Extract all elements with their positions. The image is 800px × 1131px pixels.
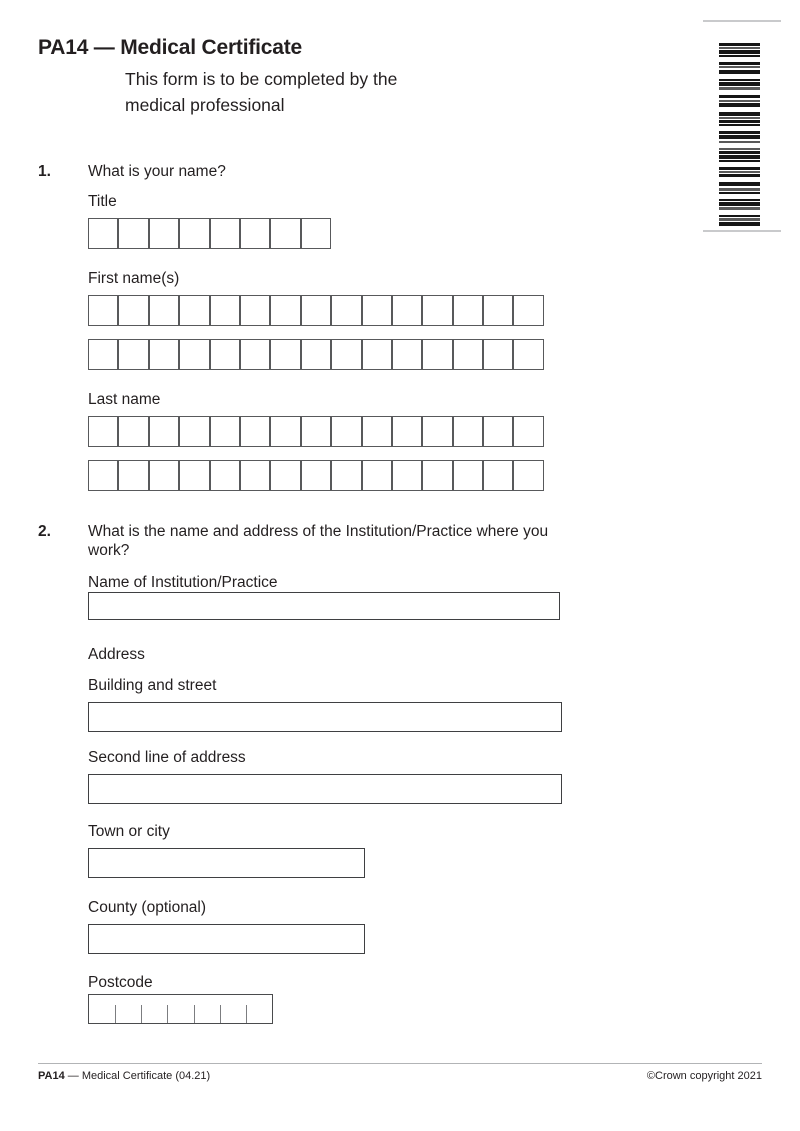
char-cell <box>118 416 148 447</box>
question-2-number: 2. <box>38 523 51 540</box>
char-cell <box>210 460 240 491</box>
char-cell <box>118 460 148 491</box>
char-cell <box>210 416 240 447</box>
char-cell <box>392 416 422 447</box>
footer <box>38 1069 762 1083</box>
first-name-charbox-row-2[interactable] <box>88 339 658 370</box>
title-charbox-row[interactable] <box>88 218 658 249</box>
address-heading: Address <box>88 646 145 663</box>
question-2-text: What is the name and address of the Institution/Practice where you work? <box>88 523 549 559</box>
crop-mark-top <box>703 20 781 22</box>
char-cell <box>149 416 179 447</box>
crop-mark-bottom <box>703 230 781 232</box>
char-cell <box>270 460 300 491</box>
footer-form-name: — Medical Certificate (04.21) <box>64 1070 211 1082</box>
char-cell <box>149 218 179 249</box>
footer-form-code: PA14 <box>38 1070 65 1082</box>
second-line-label: Second line of address <box>88 749 246 766</box>
form-header <box>38 36 538 118</box>
char-cell <box>270 295 300 326</box>
char-cell <box>149 295 179 326</box>
char-cell <box>179 218 209 249</box>
char-cell <box>179 339 209 370</box>
char-cell <box>149 460 179 491</box>
footer-copyright: ©Crown copyright 2021 <box>646 1070 762 1082</box>
postcode-tick <box>167 1005 168 1023</box>
char-cell <box>210 339 240 370</box>
char-cell <box>392 339 422 370</box>
char-cell <box>301 460 331 491</box>
char-cell <box>422 416 452 447</box>
char-cell <box>362 339 392 370</box>
question-1-text: What is your name? <box>88 163 226 180</box>
town-city-input[interactable] <box>88 848 365 878</box>
char-cell <box>513 339 543 370</box>
char-cell <box>210 218 240 249</box>
char-cell <box>240 295 270 326</box>
footer-form-id <box>38 1069 210 1083</box>
question-1-number: 1. <box>38 163 51 180</box>
char-cell <box>331 460 361 491</box>
postcode-tick <box>246 1005 247 1023</box>
last-name-charbox-row-1[interactable] <box>88 416 658 447</box>
char-cell <box>301 416 331 447</box>
building-street-input[interactable] <box>88 702 562 732</box>
char-cell <box>270 416 300 447</box>
institution-input[interactable] <box>88 592 560 620</box>
char-cell <box>422 295 452 326</box>
first-name-charbox-row-1[interactable] <box>88 295 658 326</box>
page-title: PA14 — Medical Certificate <box>38 36 303 59</box>
char-cell <box>392 460 422 491</box>
char-cell <box>422 339 452 370</box>
county-label: County (optional) <box>88 899 207 916</box>
char-cell <box>118 339 148 370</box>
char-cell <box>331 416 361 447</box>
char-cell <box>331 339 361 370</box>
postcode-tick <box>220 1005 221 1023</box>
char-cell <box>88 295 118 326</box>
question-2-fields <box>88 573 658 1024</box>
page-subtitle: This form is to be completed by the medical professional <box>125 69 398 115</box>
town-city-label: Town or city <box>88 823 170 840</box>
char-cell <box>179 416 209 447</box>
char-cell <box>301 295 331 326</box>
title-label: Title <box>88 193 117 210</box>
char-cell <box>513 295 543 326</box>
char-cell <box>118 218 148 249</box>
char-cell <box>362 295 392 326</box>
char-cell <box>88 218 118 249</box>
form-body <box>38 162 658 1024</box>
question-1 <box>38 162 658 181</box>
postcode-tick <box>115 1005 116 1023</box>
barcode-bar <box>719 222 760 226</box>
char-cell <box>88 416 118 447</box>
char-cell <box>453 295 483 326</box>
char-cell <box>362 460 392 491</box>
char-cell <box>483 416 513 447</box>
institution-label: Name of Institution/Practice <box>88 574 278 591</box>
char-cell <box>362 416 392 447</box>
last-name-charbox-row-2[interactable] <box>88 460 658 491</box>
question-1-fields <box>88 192 658 491</box>
char-cell <box>483 295 513 326</box>
char-cell <box>240 218 270 249</box>
char-cell <box>240 339 270 370</box>
footer-divider <box>38 1063 762 1064</box>
char-cell <box>331 295 361 326</box>
char-cell <box>392 295 422 326</box>
char-cell <box>301 218 331 249</box>
char-cell <box>149 339 179 370</box>
postcode-label: Postcode <box>88 974 153 991</box>
char-cell <box>179 460 209 491</box>
char-cell <box>88 339 118 370</box>
char-cell <box>513 416 543 447</box>
barcode <box>719 43 760 226</box>
char-cell <box>483 460 513 491</box>
char-cell <box>513 460 543 491</box>
char-cell <box>270 339 300 370</box>
char-cell <box>453 416 483 447</box>
char-cell <box>270 218 300 249</box>
char-cell <box>301 339 331 370</box>
building-street-label: Building and street <box>88 677 217 694</box>
question-2 <box>38 522 658 560</box>
char-cell <box>88 460 118 491</box>
char-cell <box>240 416 270 447</box>
county-input[interactable] <box>88 924 365 954</box>
char-cell <box>422 460 452 491</box>
postcode-tick <box>141 1005 142 1023</box>
first-name-label: First name(s) <box>88 270 180 287</box>
char-cell <box>179 295 209 326</box>
char-cell <box>118 295 148 326</box>
last-name-label: Last name <box>88 391 161 408</box>
char-cell <box>453 339 483 370</box>
char-cell <box>453 460 483 491</box>
second-line-input[interactable] <box>88 774 562 804</box>
char-cell <box>210 295 240 326</box>
postcode-tick <box>194 1005 195 1023</box>
char-cell <box>240 460 270 491</box>
postcode-input[interactable] <box>88 994 273 1024</box>
char-cell <box>483 339 513 370</box>
